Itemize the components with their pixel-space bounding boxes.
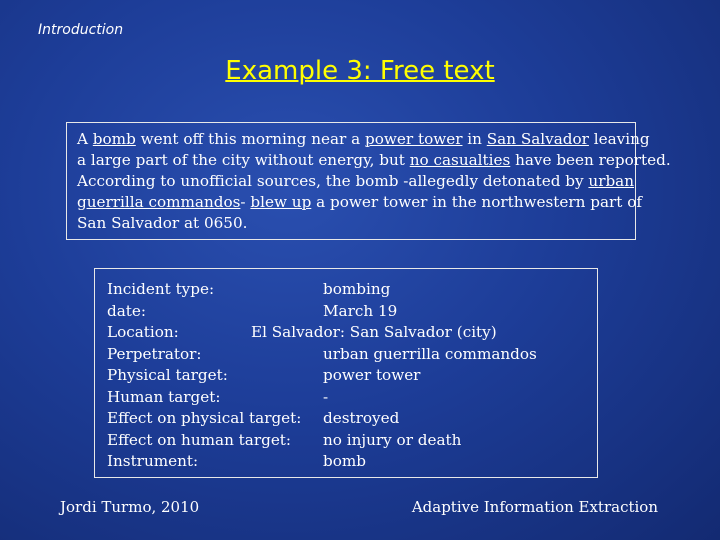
field-value: - — [323, 387, 329, 406]
free-text-line — [77, 213, 635, 234]
extracted-span: bomb — [92, 130, 136, 148]
template-row — [107, 430, 587, 451]
text-span: A — [77, 130, 93, 148]
field-label: Instrument: — [107, 452, 199, 470]
text-span: According to unofficial sources, the bomb -allegedly detonated by — [77, 172, 589, 190]
field-value: El Salvador: San Salvador (city) — [251, 323, 497, 341]
extracted-span: power tower — [365, 130, 463, 148]
field-value: March 19 — [323, 301, 398, 320]
template-row — [107, 279, 587, 300]
template-row — [107, 322, 587, 343]
field-value: bomb — [323, 452, 366, 470]
field-label: Location: — [107, 323, 179, 341]
text-span: in — [462, 130, 487, 148]
field-value: no injury or death — [323, 430, 462, 449]
field-label: date: — [107, 301, 146, 320]
text-span: San Salvador at 0650. — [77, 214, 248, 232]
footer-author: Jordi Turmo, 2010 — [60, 498, 200, 516]
slide-title-text: Example 3: Free text — [225, 56, 495, 86]
field-label: Human target: — [107, 387, 221, 406]
free-text-line — [77, 171, 635, 192]
free-text-line — [77, 150, 671, 171]
field-label: Effect on human target: — [107, 430, 292, 449]
field-label: Perpetrator: — [107, 344, 202, 363]
field-value: urban guerrilla commandos — [323, 344, 537, 363]
field-value: destroyed — [323, 409, 400, 427]
extracted-span: guerrilla commandos — [77, 193, 241, 211]
text-span: went off this morning near a — [135, 130, 366, 148]
text-span: - — [240, 193, 251, 211]
text-span: leaving — [588, 130, 650, 148]
text-span: a power tower in the northwestern part of — [311, 193, 642, 211]
field-label: Effect on physical target: — [107, 409, 302, 427]
extracted-span: San Salvador — [486, 130, 589, 148]
extracted-span: no casualties — [409, 151, 511, 169]
free-text-line — [77, 192, 642, 213]
field-label: Physical target: — [107, 366, 228, 384]
template-row — [107, 365, 587, 386]
extraction-template-box — [94, 268, 598, 478]
extracted-span: blew up — [250, 193, 312, 211]
extracted-span: urban — [588, 172, 635, 190]
field-value: power tower — [323, 366, 421, 384]
section-tag: Introduction — [38, 22, 124, 38]
template-row — [107, 408, 587, 429]
text-span: a large part of the city without energy, but — [77, 151, 410, 169]
template-row — [107, 344, 587, 365]
template-row — [107, 451, 587, 472]
template-row — [107, 387, 587, 408]
slide-title — [0, 56, 720, 86]
free-text-box — [66, 122, 671, 240]
free-text-line — [77, 129, 650, 150]
field-value: bombing — [323, 280, 391, 298]
footer-course: Adaptive Information Extraction — [411, 498, 658, 516]
text-span: have been reported. — [510, 151, 671, 169]
template-row — [107, 301, 587, 322]
field-label: Incident type: — [107, 280, 215, 298]
